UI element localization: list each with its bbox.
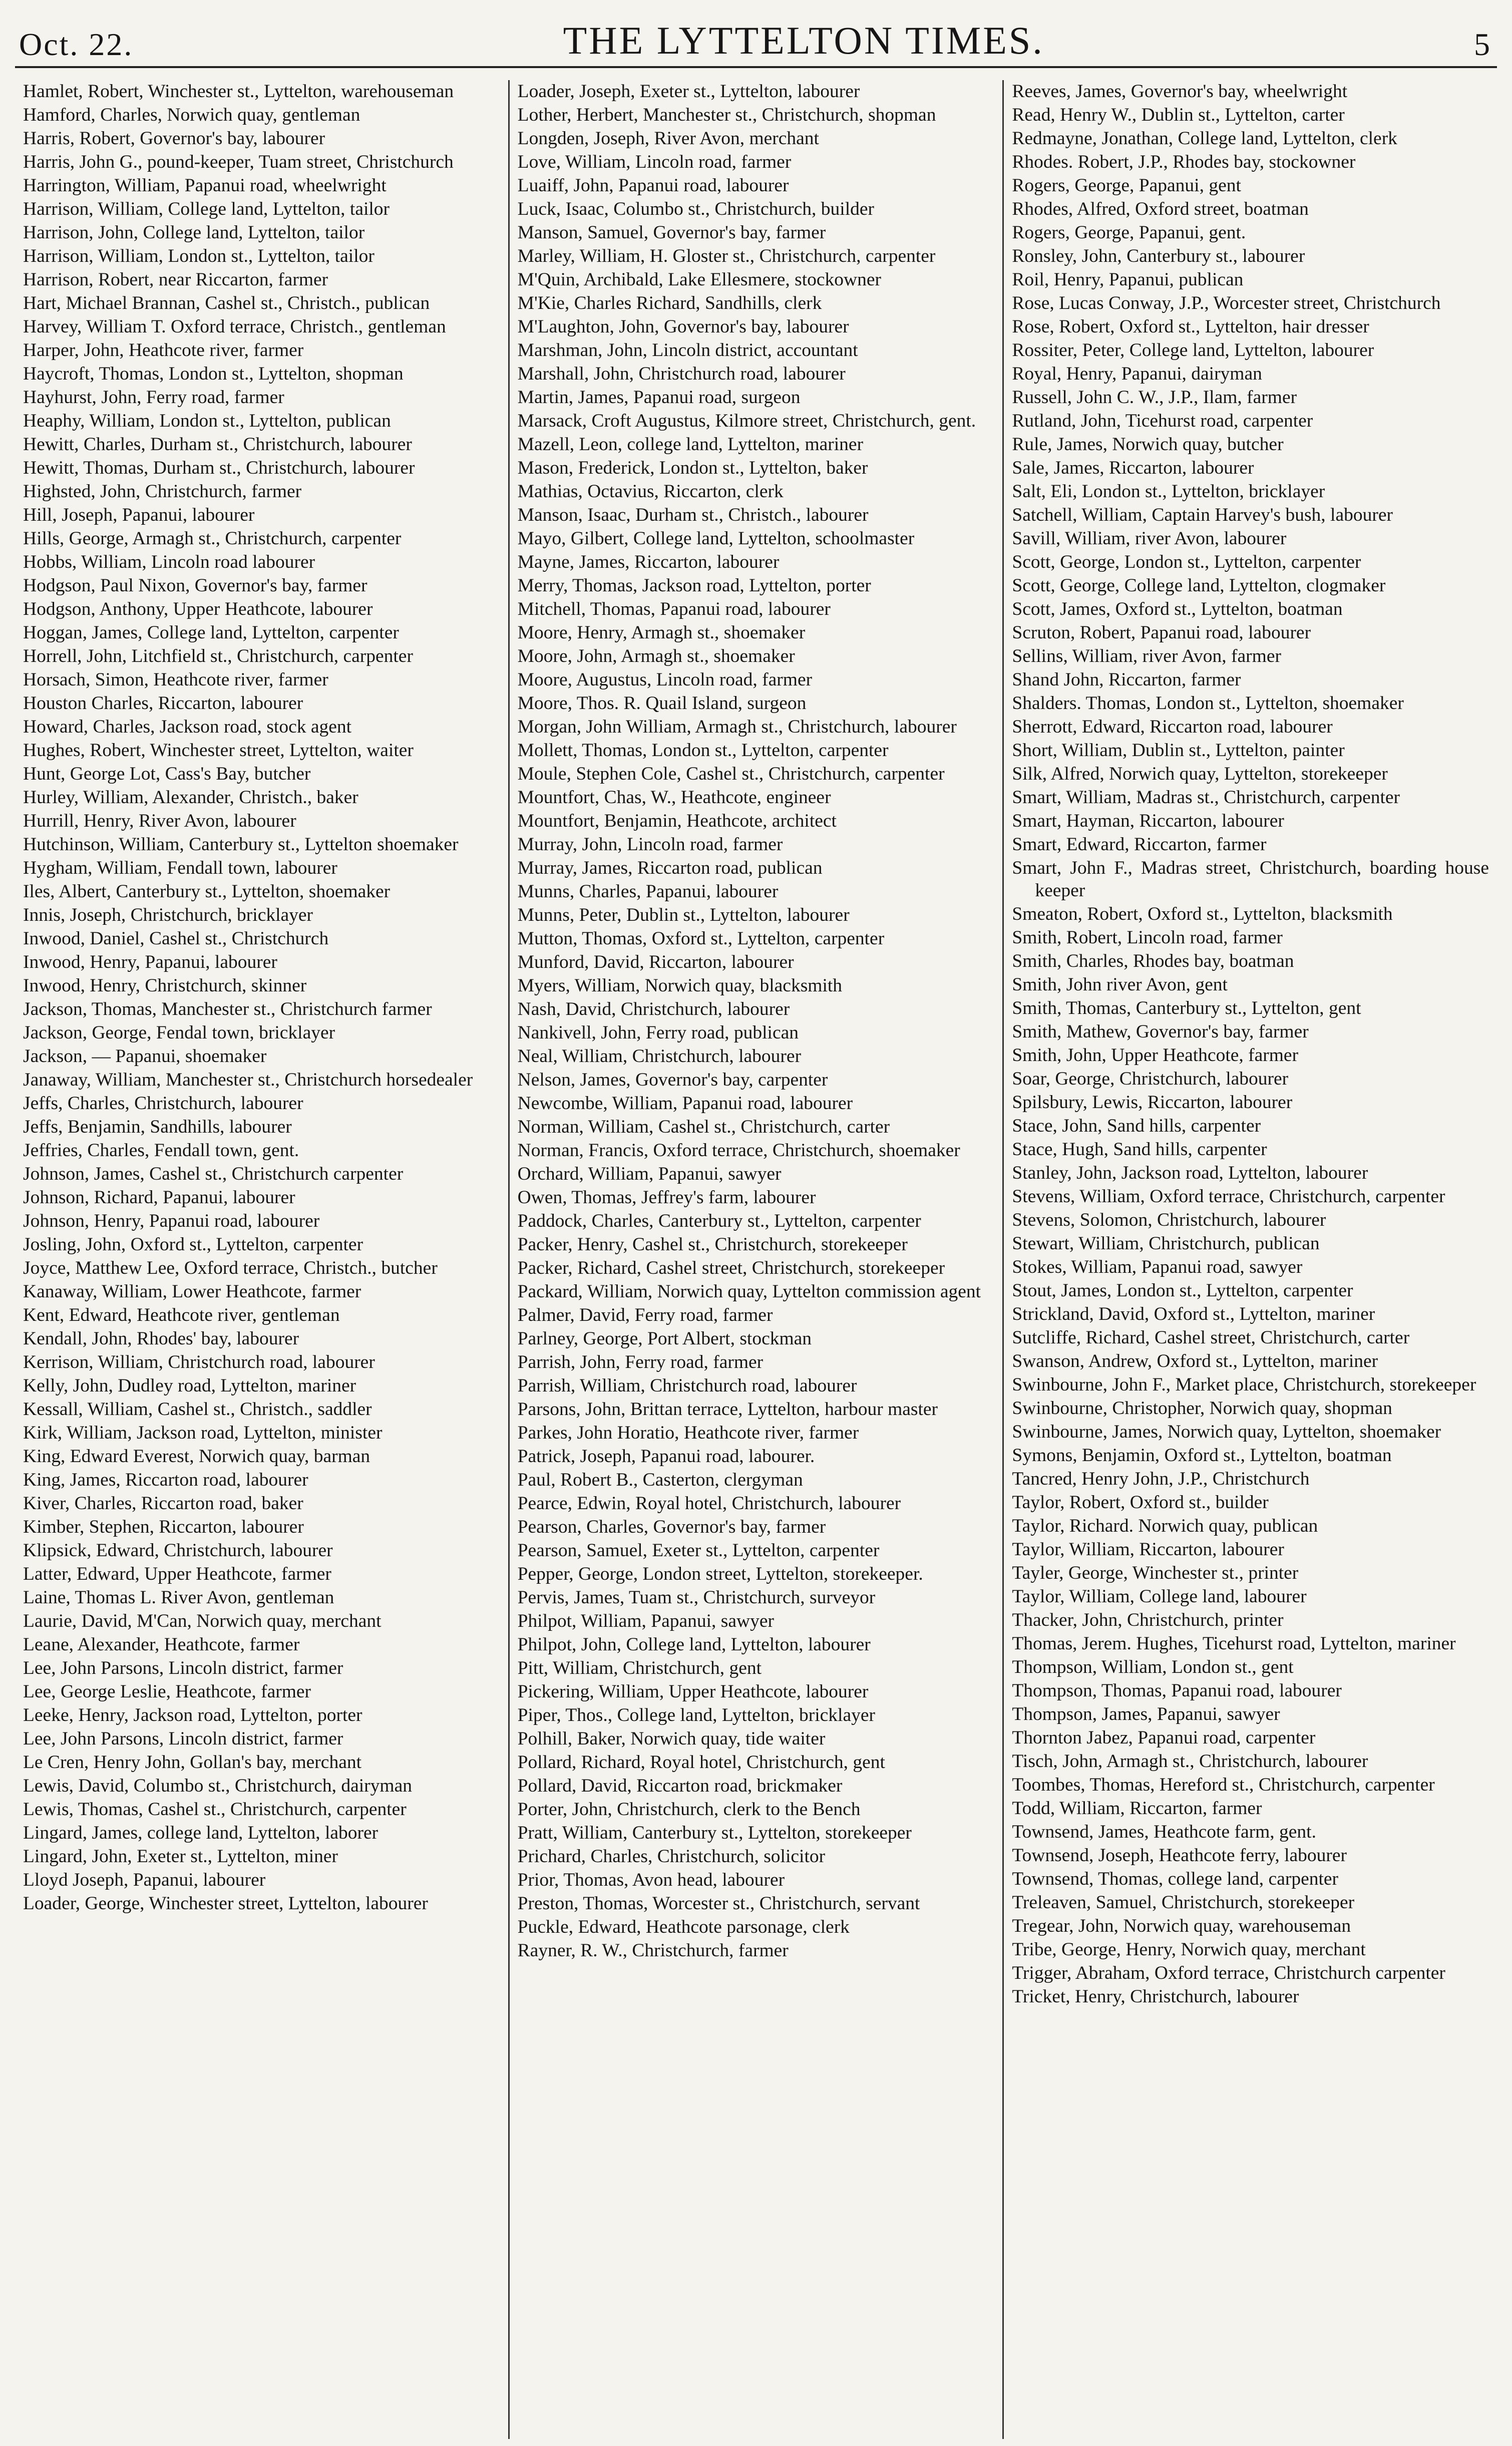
directory-entry: Scott, George, College land, Lyttelton, clogmaker xyxy=(1012,575,1386,596)
directory-entry: Kent, Edward, Heathcote river, gentleman xyxy=(23,1305,340,1325)
directory-entry: Leane, Alexander, Heathcote, farmer xyxy=(23,1634,300,1655)
directory-entry: Rhodes, Alfred, Oxford street, boatman xyxy=(1012,199,1309,219)
directory-entry: Laine, Thomas L. River Avon, gentleman xyxy=(23,1587,334,1608)
directory-entry: Hewitt, Thomas, Durham st., Christchurch, labourer xyxy=(23,458,415,478)
directory-entry: Smith, Thomas, Canterbury st., Lyttelton, gent xyxy=(1012,998,1361,1018)
directory-entry: Scott, James, Oxford st., Lyttelton, boatman xyxy=(1012,599,1343,619)
directory-entry: Moule, Stephen Cole, Cashel st., Christchurch, carpenter xyxy=(517,764,945,784)
directory-entry: Moore, Henry, Armagh st., shoemaker xyxy=(517,622,806,643)
directory-entry: Moore, John, Armagh st., shoemaker xyxy=(517,646,795,666)
directory-entry: Janaway, William, Manchester st., Christchurch horsedealer xyxy=(23,1070,473,1090)
directory-entry: Mayne, James, Riccarton, labourer xyxy=(517,552,780,572)
directory-entry: Tricket, Henry, Christchurch, labourer xyxy=(1012,1986,1299,2007)
directory-entry: Treleaven, Samuel, Christchurch, storekeeper xyxy=(1012,1892,1355,1913)
directory-entry: Smart, Hayman, Riccarton, labourer xyxy=(1012,811,1284,831)
directory-entry: Polhill, Baker, Norwich quay, tide waiter xyxy=(517,1728,826,1749)
directory-entry: Rogers, George, Papanui, gent. xyxy=(1012,222,1246,243)
directory-entry: Ronsley, John, Canterbury st., labourer xyxy=(1012,246,1305,266)
directory-entry: Nelson, James, Governor's bay, carpenter xyxy=(517,1070,828,1090)
directory-entry: Harris, John G., pound-keeper, Tuam street, Christchurch xyxy=(23,152,454,172)
directory-entry: Hurrill, Henry, River Avon, labourer xyxy=(23,811,296,831)
directory-entry: Lloyd Joseph, Papanui, labourer xyxy=(23,1870,266,1890)
directory-entry: Harper, John, Heathcote river, farmer xyxy=(23,340,304,361)
directory-entry: Nankivell, John, Ferry road, publican xyxy=(517,1022,799,1043)
directory-entry: Iles, Albert, Canterbury st., Lyttelton, shoemaker xyxy=(23,881,391,902)
directory-entry: Satchell, William, Captain Harvey's bush, labourer xyxy=(1012,505,1393,525)
directory-entry: Hobbs, William, Lincoln road labourer xyxy=(23,552,315,572)
directory-entry: Palmer, David, Ferry road, farmer xyxy=(517,1305,773,1325)
directory-entry: Tisch, John, Armagh st., Christchurch, labourer xyxy=(1012,1751,1368,1772)
directory-entry: Inwood, Daniel, Cashel st., Christchurch xyxy=(23,928,329,949)
directory-entry: Pratt, William, Canterbury st., Lyttelton, storekeeper xyxy=(517,1823,912,1843)
directory-entry: Moore, Augustus, Lincoln road, farmer xyxy=(517,669,813,690)
directory-entry: Longden, Joseph, River Avon, merchant xyxy=(517,128,819,149)
directory-entry: Harrison, John, College land, Lyttelton, tailor xyxy=(23,222,365,243)
directory-entry: Munford, David, Riccarton, labourer xyxy=(517,952,794,972)
directory-entry: Smeaton, Robert, Oxford st., Lyttelton, blacksmith xyxy=(1012,904,1393,924)
directory-entry: Smart, John F., Madras street, Christchurch, boarding house keeper xyxy=(1012,858,1489,901)
directory-entry: Hughes, Robert, Winchester street, Lyttelton, waiter xyxy=(23,740,414,761)
directory-entry: Pervis, James, Tuam st., Christchurch, surveyor xyxy=(517,1587,876,1608)
directory-entry: Mayo, Gilbert, College land, Lyttelton, schoolmaster xyxy=(517,528,915,549)
directory-entry: Moore, Thos. R. Quail Island, surgeon xyxy=(517,693,807,714)
directory-columns xyxy=(15,80,1497,2439)
directory-entry: Rule, James, Norwich quay, butcher xyxy=(1012,434,1284,455)
directory-entry: King, James, Riccarton road, labourer xyxy=(23,1470,308,1490)
directory-entry: Stout, James, London st., Lyttelton, carpenter xyxy=(1012,1280,1353,1301)
page-number: 5 xyxy=(1473,27,1490,62)
directory-entry: Harrison, Robert, near Riccarton, farmer xyxy=(23,269,328,290)
directory-entry: Horsach, Simon, Heathcote river, farmer xyxy=(23,669,328,690)
directory-entry: Norman, Francis, Oxford terrace, Christchurch, shoemaker xyxy=(517,1140,960,1161)
directory-entry: Hamlet, Robert, Winchester st., Lyttelton, warehouseman xyxy=(23,81,454,102)
directory-entry: Pearce, Edwin, Royal hotel, Christchurch, labourer xyxy=(517,1493,901,1514)
directory-entry: Jackson, — Papanui, shoemaker xyxy=(23,1046,267,1067)
directory-entry: Rogers, George, Papanui, gent xyxy=(1012,175,1241,196)
column-1 xyxy=(15,80,508,2439)
directory-entry: Leeke, Henry, Jackson road, Lyttelton, porter xyxy=(23,1705,362,1725)
directory-entry: Parlney, George, Port Albert, stockman xyxy=(517,1328,812,1349)
directory-entry: Hills, George, Armagh st., Christchurch, carpenter xyxy=(23,528,402,549)
directory-entry: Prior, Thomas, Avon head, labourer xyxy=(517,1870,785,1890)
directory-entry: Patrick, Joseph, Papanui road, labourer. xyxy=(517,1446,815,1467)
directory-entry: Paddock, Charles, Canterbury st., Lyttelton, carpenter xyxy=(517,1211,921,1231)
directory-entry: Sellins, William, river Avon, farmer xyxy=(1012,646,1281,666)
directory-entry: Puckle, Edward, Heathcote parsonage, clerk xyxy=(517,1917,850,1937)
directory-entry: Harrison, William, London st., Lyttelton, tailor xyxy=(23,246,374,266)
directory-entry: Jackson, Thomas, Manchester st., Christchurch farmer xyxy=(23,999,432,1019)
directory-entry: Mazell, Leon, college land, Lyttelton, mariner xyxy=(517,434,864,455)
directory-entry: Marshall, John, Christchurch road, labourer xyxy=(517,364,846,384)
directory-entry: Kanaway, William, Lower Heathcote, farmer xyxy=(23,1281,361,1302)
directory-entry: Strickland, David, Oxford st., Lyttelton, mariner xyxy=(1012,1304,1375,1324)
directory-entry: Munns, Charles, Papanui, labourer xyxy=(517,881,779,902)
directory-entry: Thompson, Thomas, Papanui road, labourer xyxy=(1012,1680,1342,1701)
directory-entry: Jeffries, Charles, Fendall town, gent. xyxy=(23,1140,299,1161)
directory-entry: Laurie, David, M'Can, Norwich quay, merchant xyxy=(23,1611,382,1631)
directory-entry: Kimber, Stephen, Riccarton, labourer xyxy=(23,1517,304,1537)
directory-entry: Taylor, William, Riccarton, labourer xyxy=(1012,1539,1284,1560)
directory-entry: Nash, David, Christchurch, labourer xyxy=(517,999,790,1019)
directory-entry: Pitt, William, Christchurch, gent xyxy=(517,1658,762,1678)
directory-entry: Harris, Robert, Governor's bay, labourer xyxy=(23,128,325,149)
directory-entry: Klipsick, Edward, Christchurch, labourer xyxy=(23,1540,333,1561)
directory-entry: Parrish, William, Christchurch road, labourer xyxy=(517,1375,857,1396)
directory-entry: Redmayne, Jonathan, College land, Lyttelton, clerk xyxy=(1012,128,1397,149)
directory-entry: Heaphy, William, London st., Lyttelton, publican xyxy=(23,411,391,431)
directory-entry: Lewis, David, Columbo st., Christchurch, dairyman xyxy=(23,1776,412,1796)
directory-entry: Rutland, John, Ticehurst road, carpenter xyxy=(1012,411,1313,431)
directory-entry: Packard, William, Norwich quay, Lyttelton commission agent xyxy=(517,1281,981,1302)
directory-entry: Townsend, Thomas, college land, carpenter xyxy=(1012,1869,1339,1889)
directory-entry: Hart, Michael Brannan, Cashel st., Christch., publican xyxy=(23,293,430,313)
directory-entry: Pepper, George, London street, Lyttelton, storekeeper. xyxy=(517,1564,923,1584)
directory-entry: Stace, John, Sand hills, carpenter xyxy=(1012,1116,1261,1136)
directory-entry: Kelly, John, Dudley road, Lyttelton, mariner xyxy=(23,1375,356,1396)
directory-entry: Kerrison, William, Christchurch road, labourer xyxy=(23,1352,375,1372)
directory-entry: Stevens, Solomon, Christchurch, labourer xyxy=(1012,1210,1326,1230)
directory-entry: Parsons, John, Brittan terrace, Lyttelton, harbour master xyxy=(517,1399,938,1420)
directory-entry: Thornton Jabez, Papanui road, carpenter xyxy=(1012,1727,1316,1748)
directory-entry: Mountfort, Benjamin, Heathcote, architect xyxy=(517,811,837,831)
directory-entry: Hygham, William, Fendall town, labourer xyxy=(23,858,337,878)
directory-entry: Myers, William, Norwich quay, blacksmith xyxy=(517,975,843,996)
directory-entry: Stokes, William, Papanui road, sawyer xyxy=(1012,1257,1303,1277)
directory-entry: Orchard, William, Papanui, sawyer xyxy=(517,1164,782,1184)
directory-entry: Neal, William, Christchurch, labourer xyxy=(517,1046,802,1067)
directory-entry: Pearson, Charles, Governor's bay, farmer xyxy=(517,1517,826,1537)
directory-entry: Luaiff, John, Papanui road, labourer xyxy=(517,175,789,196)
directory-entry: Mountfort, Chas, W., Heathcote, engineer xyxy=(517,787,831,808)
directory-entry: Inwood, Henry, Christchurch, skinner xyxy=(23,975,307,996)
directory-entry: Short, William, Dublin st., Lyttelton, painter xyxy=(1012,740,1345,761)
directory-entry: Latter, Edward, Upper Heathcote, farmer xyxy=(23,1564,331,1584)
directory-entry: Sutcliffe, Richard, Cashel street, Christchurch, carter xyxy=(1012,1327,1410,1348)
directory-entry: Silk, Alfred, Norwich quay, Lyttelton, storekeeper xyxy=(1012,764,1388,784)
directory-entry: Stevens, William, Oxford terrace, Christchurch, carpenter xyxy=(1012,1186,1445,1207)
directory-entry: Mitchell, Thomas, Papanui road, labourer xyxy=(517,599,831,619)
directory-entry: Martin, James, Papanui road, surgeon xyxy=(517,387,801,408)
directory-entry: Philpot, William, Papanui, sawyer xyxy=(517,1611,775,1631)
directory-entry: Parkes, John Horatio, Heathcote river, farmer xyxy=(517,1423,859,1443)
directory-entry: Loader, Joseph, Exeter st., Lyttelton, labourer xyxy=(517,81,860,102)
directory-entry: Manson, Isaac, Durham st., Christch., labourer xyxy=(517,505,869,525)
directory-entry: Marshman, John, Lincoln district, accountant xyxy=(517,340,858,361)
directory-entry: Love, William, Lincoln road, farmer xyxy=(517,152,792,172)
directory-entry: Highsted, John, Christchurch, farmer xyxy=(23,481,302,502)
directory-entry: Johnson, James, Cashel st., Christchurch carpenter xyxy=(23,1164,404,1184)
directory-entry: Read, Henry W., Dublin st., Lyttelton, carter xyxy=(1012,105,1345,125)
directory-entry: Jeffs, Charles, Christchurch, labourer xyxy=(23,1093,303,1114)
directory-entry: Sherrott, Edward, Riccarton road, labourer xyxy=(1012,717,1333,737)
directory-entry: Newcombe, William, Papanui road, labourer xyxy=(517,1093,853,1114)
directory-entry: Prichard, Charles, Christchurch, solicitor xyxy=(517,1846,826,1867)
directory-entry: Russell, John C. W., J.P., Ilam, farmer xyxy=(1012,387,1297,408)
directory-entry: Lee, George Leslie, Heathcote, farmer xyxy=(23,1681,311,1702)
directory-entry: Hurley, William, Alexander, Christch., baker xyxy=(23,787,358,808)
directory-entry: Pickering, William, Upper Heathcote, labourer xyxy=(517,1681,869,1702)
directory-entry: Taylor, Richard. Norwich quay, publican xyxy=(1012,1516,1318,1536)
directory-entry: Taylor, Robert, Oxford st., builder xyxy=(1012,1492,1269,1513)
newspaper-title: THE LYTTELTON TIMES. xyxy=(563,19,1044,62)
directory-entry: Horrell, John, Litchfield st., Christchurch, carpenter xyxy=(23,646,413,666)
directory-entry: Haycroft, Thomas, London st., Lyttelton, shopman xyxy=(23,364,404,384)
directory-entry: Salt, Eli, London st., Lyttelton, bricklayer xyxy=(1012,481,1325,502)
directory-entry: Preston, Thomas, Worcester st., Christchurch, servant xyxy=(517,1893,920,1914)
directory-entry: Swanson, Andrew, Oxford st., Lyttelton, mariner xyxy=(1012,1351,1378,1371)
page-header xyxy=(15,9,1497,68)
directory-entry: Morgan, John William, Armagh st., Christchurch, labourer xyxy=(517,717,957,737)
directory-entry: Scruton, Robert, Papanui road, labourer xyxy=(1012,622,1311,643)
directory-entry: Inwood, Henry, Papanui, labourer xyxy=(23,952,277,972)
directory-entry: Porter, John, Christchurch, clerk to the Bench xyxy=(517,1799,861,1820)
directory-entry: Kendall, John, Rhodes' bay, labourer xyxy=(23,1328,299,1349)
directory-entry: Taylor, William, College land, labourer xyxy=(1012,1586,1307,1607)
directory-entry: Stanley, John, Jackson road, Lyttelton, labourer xyxy=(1012,1163,1368,1183)
directory-entry: Rose, Robert, Oxford st., Lyttelton, hair dresser xyxy=(1012,316,1369,337)
directory-entry: Joyce, Matthew Lee, Oxford terrace, Christch., butcher xyxy=(23,1258,438,1278)
directory-entry: Hutchinson, William, Canterbury st., Lyttelton shoemaker xyxy=(23,834,459,855)
directory-entry: Stace, Hugh, Sand hills, carpenter xyxy=(1012,1139,1267,1160)
directory-entry: Johnson, Richard, Papanui, labourer xyxy=(23,1187,295,1208)
directory-entry: Jackson, George, Fendal town, bricklayer xyxy=(23,1022,335,1043)
directory-entry: Jeffs, Benjamin, Sandhills, labourer xyxy=(23,1117,292,1137)
directory-entry: Harvey, William T. Oxford terrace, Christch., gentleman xyxy=(23,316,446,337)
directory-entry: Lingard, James, college land, Lyttelton, laborer xyxy=(23,1823,379,1843)
directory-entry: Reeves, James, Governor's bay, wheelwright xyxy=(1012,81,1348,102)
directory-entry: Savill, William, river Avon, labourer xyxy=(1012,528,1287,549)
directory-entry: Luck, Isaac, Columbo st., Christchurch, builder xyxy=(517,199,875,219)
directory-entry: Thomas, Jerem. Hughes, Ticehurst road, Lyttelton, mariner xyxy=(1012,1633,1456,1654)
directory-entry: Roil, Henry, Papanui, publican xyxy=(1012,269,1244,290)
directory-entry: Royal, Henry, Papanui, dairyman xyxy=(1012,364,1262,384)
issue-date: Oct. 22. xyxy=(19,27,134,62)
directory-entry: Hodgson, Anthony, Upper Heathcote, labourer xyxy=(23,599,373,619)
directory-entry: Lee, John Parsons, Lincoln district, farmer xyxy=(23,1658,343,1678)
directory-entry: Shalders. Thomas, London st., Lyttelton, shoemaker xyxy=(1012,693,1404,714)
directory-entry: Smith, John river Avon, gent xyxy=(1012,974,1228,995)
directory-entry: M'Kie, Charles Richard, Sandhills, clerk xyxy=(517,293,822,313)
directory-entry: Thompson, William, London st., gent xyxy=(1012,1657,1294,1677)
directory-entry: Mutton, Thomas, Oxford st., Lyttelton, carpenter xyxy=(517,928,885,949)
directory-entry: Rayner, R. W., Christchurch, farmer xyxy=(517,1940,789,1961)
directory-entry: Lee, John Parsons, Lincoln district, farmer xyxy=(23,1728,343,1749)
directory-entry: Stewart, William, Christchurch, publican xyxy=(1012,1233,1320,1254)
directory-entry: Hoggan, James, College land, Lyttelton, carpenter xyxy=(23,622,399,643)
directory-entry: Piper, Thos., College land, Lyttelton, bricklayer xyxy=(517,1705,876,1725)
directory-entry: Spilsbury, Lewis, Riccarton, labourer xyxy=(1012,1092,1293,1113)
directory-entry: Smart, Edward, Riccarton, farmer xyxy=(1012,834,1267,855)
directory-entry: Trigger, Abraham, Oxford terrace, Christchurch carpenter xyxy=(1012,1963,1445,1983)
directory-entry: Scott, George, London st., Lyttelton, carpenter xyxy=(1012,552,1361,572)
directory-entry: Townsend, James, Heathcote farm, gent. xyxy=(1012,1822,1316,1842)
directory-entry: Rhodes. Robert, J.P., Rhodes bay, stockowner xyxy=(1012,152,1356,172)
directory-entry: Thompson, James, Papanui, sawyer xyxy=(1012,1704,1280,1724)
directory-entry: Tancred, Henry John, J.P., Christchurch xyxy=(1012,1469,1310,1489)
directory-entry: Hewitt, Charles, Durham st., Christchurch, labourer xyxy=(23,434,412,455)
directory-entry: Marley, William, H. Gloster st., Christchurch, carpenter xyxy=(517,246,936,266)
directory-entry: Paul, Robert B., Casterton, clergyman xyxy=(517,1470,803,1490)
directory-entry: Todd, William, Riccarton, farmer xyxy=(1012,1798,1262,1819)
directory-entry: Manson, Samuel, Governor's bay, farmer xyxy=(517,222,826,243)
directory-entry: Josling, John, Oxford st., Lyttelton, carpenter xyxy=(23,1234,363,1255)
directory-entry: Thacker, John, Christchurch, printer xyxy=(1012,1610,1284,1630)
column-2 xyxy=(508,80,1003,2439)
directory-entry: Rossiter, Peter, College land, Lyttelton, labourer xyxy=(1012,340,1374,361)
directory-entry: Parrish, John, Ferry road, farmer xyxy=(517,1352,764,1372)
directory-entry: Hodgson, Paul Nixon, Governor's bay, farmer xyxy=(23,575,367,596)
directory-entry: Howard, Charles, Jackson road, stock agent xyxy=(23,717,352,737)
directory-entry: Harrington, William, Papanui road, wheelwright xyxy=(23,175,387,196)
directory-entry: Toombes, Thomas, Hereford st., Christchurch, carpenter xyxy=(1012,1775,1435,1795)
directory-entry: Hunt, George Lot, Cass's Bay, butcher xyxy=(23,764,311,784)
directory-entry: Munns, Peter, Dublin st., Lyttelton, labourer xyxy=(517,905,850,925)
directory-entry: Swinbourne, John F., Market place, Christchurch, storekeeper xyxy=(1012,1374,1476,1395)
directory-entry: Smith, Robert, Lincoln road, farmer xyxy=(1012,927,1283,948)
directory-entry: M'Quin, Archibald, Lake Ellesmere, stockowner xyxy=(517,269,882,290)
directory-entry: Packer, Henry, Cashel st., Christchurch, storekeeper xyxy=(517,1234,908,1255)
directory-entry: Swinbourne, Christopher, Norwich quay, shopman xyxy=(1012,1398,1392,1419)
column-3 xyxy=(1002,80,1497,2439)
directory-entry: Hill, Joseph, Papanui, labourer xyxy=(23,505,255,525)
directory-entry: Loader, George, Winchester street, Lyttelton, labourer xyxy=(23,1893,428,1914)
directory-entry: Innis, Joseph, Christchurch, bricklayer xyxy=(23,905,313,925)
directory-entry: Hamford, Charles, Norwich quay, gentleman xyxy=(23,105,360,125)
directory-entry: Tayler, George, Winchester st., printer xyxy=(1012,1563,1299,1583)
directory-entry: Houston Charles, Riccarton, labourer xyxy=(23,693,303,714)
directory-entry: Norman, William, Cashel st., Christchurch, carter xyxy=(517,1117,890,1137)
directory-entry: Owen, Thomas, Jeffrey's farm, labourer xyxy=(517,1187,816,1208)
directory-entry: Rose, Lucas Conway, J.P., Worcester street, Christchurch xyxy=(1012,293,1441,313)
directory-entry: Lingard, John, Exeter st., Lyttelton, miner xyxy=(23,1846,338,1867)
directory-entry: Smith, Mathew, Governor's bay, farmer xyxy=(1012,1021,1309,1042)
directory-entry: Shand John, Riccarton, farmer xyxy=(1012,669,1241,690)
directory-entry: Pollard, Richard, Royal hotel, Christchurch, gent xyxy=(517,1752,885,1773)
directory-entry: Pollard, David, Riccarton road, brickmaker xyxy=(517,1776,843,1796)
directory-entry: Mollett, Thomas, London st., Lyttelton, carpenter xyxy=(517,740,889,761)
directory-entry: Merry, Thomas, Jackson road, Lyttelton, porter xyxy=(517,575,871,596)
directory-entry: Murray, John, Lincoln road, farmer xyxy=(517,834,783,855)
directory-entry: Smart, William, Madras st., Christchurch, carpenter xyxy=(1012,787,1400,808)
directory-entry: Swinbourne, James, Norwich quay, Lyttelton, shoemaker xyxy=(1012,1422,1441,1442)
directory-entry: Murray, James, Riccarton road, publican xyxy=(517,858,823,878)
directory-entry: Symons, Benjamin, Oxford st., Lyttelton, boatman xyxy=(1012,1445,1392,1466)
directory-entry: Johnson, Henry, Papanui road, labourer xyxy=(23,1211,320,1231)
directory-entry: Sale, James, Riccarton, labourer xyxy=(1012,458,1254,478)
directory-entry: Philpot, John, College land, Lyttelton, labourer xyxy=(517,1634,871,1655)
directory-entry: Kiver, Charles, Riccarton road, baker xyxy=(23,1493,303,1514)
directory-entry: Kessall, William, Cashel st., Christch., saddler xyxy=(23,1399,372,1420)
directory-entry: Pearson, Samuel, Exeter st., Lyttelton, carpenter xyxy=(517,1540,880,1561)
directory-entry: Soar, George, Christchurch, labourer xyxy=(1012,1069,1289,1089)
directory-entry: Tregear, John, Norwich quay, warehouseman xyxy=(1012,1916,1351,1936)
directory-entry: Townsend, Joseph, Heathcote ferry, labourer xyxy=(1012,1845,1347,1866)
directory-entry: Lewis, Thomas, Cashel st., Christchurch, carpenter xyxy=(23,1799,407,1820)
directory-entry: Tribe, George, Henry, Norwich quay, merchant xyxy=(1012,1939,1366,1960)
directory-entry: Harrison, William, College land, Lyttelton, tailor xyxy=(23,199,390,219)
directory-entry: King, Edward Everest, Norwich quay, barman xyxy=(23,1446,370,1467)
directory-entry: Kirk, William, Jackson road, Lyttelton, minister xyxy=(23,1423,383,1443)
directory-entry: Packer, Richard, Cashel street, Christchurch, storekeeper xyxy=(517,1258,945,1278)
directory-entry: Hayhurst, John, Ferry road, farmer xyxy=(23,387,284,408)
directory-entry: Marsack, Croft Augustus, Kilmore street, Christchurch, gent. xyxy=(517,411,976,431)
directory-entry: Lother, Herbert, Manchester st., Christchurch, shopman xyxy=(517,105,936,125)
directory-entry: Smith, Charles, Rhodes bay, boatman xyxy=(1012,951,1294,971)
directory-entry: Mason, Frederick, London st., Lyttelton, baker xyxy=(517,458,868,478)
directory-entry: Mathias, Octavius, Riccarton, clerk xyxy=(517,481,784,502)
directory-entry: M'Laughton, John, Governor's bay, labourer xyxy=(517,316,849,337)
directory-entry: Smith, John, Upper Heathcote, farmer xyxy=(1012,1045,1299,1066)
directory-entry: Le Cren, Henry John, Gollan's bay, merchant xyxy=(23,1752,362,1773)
